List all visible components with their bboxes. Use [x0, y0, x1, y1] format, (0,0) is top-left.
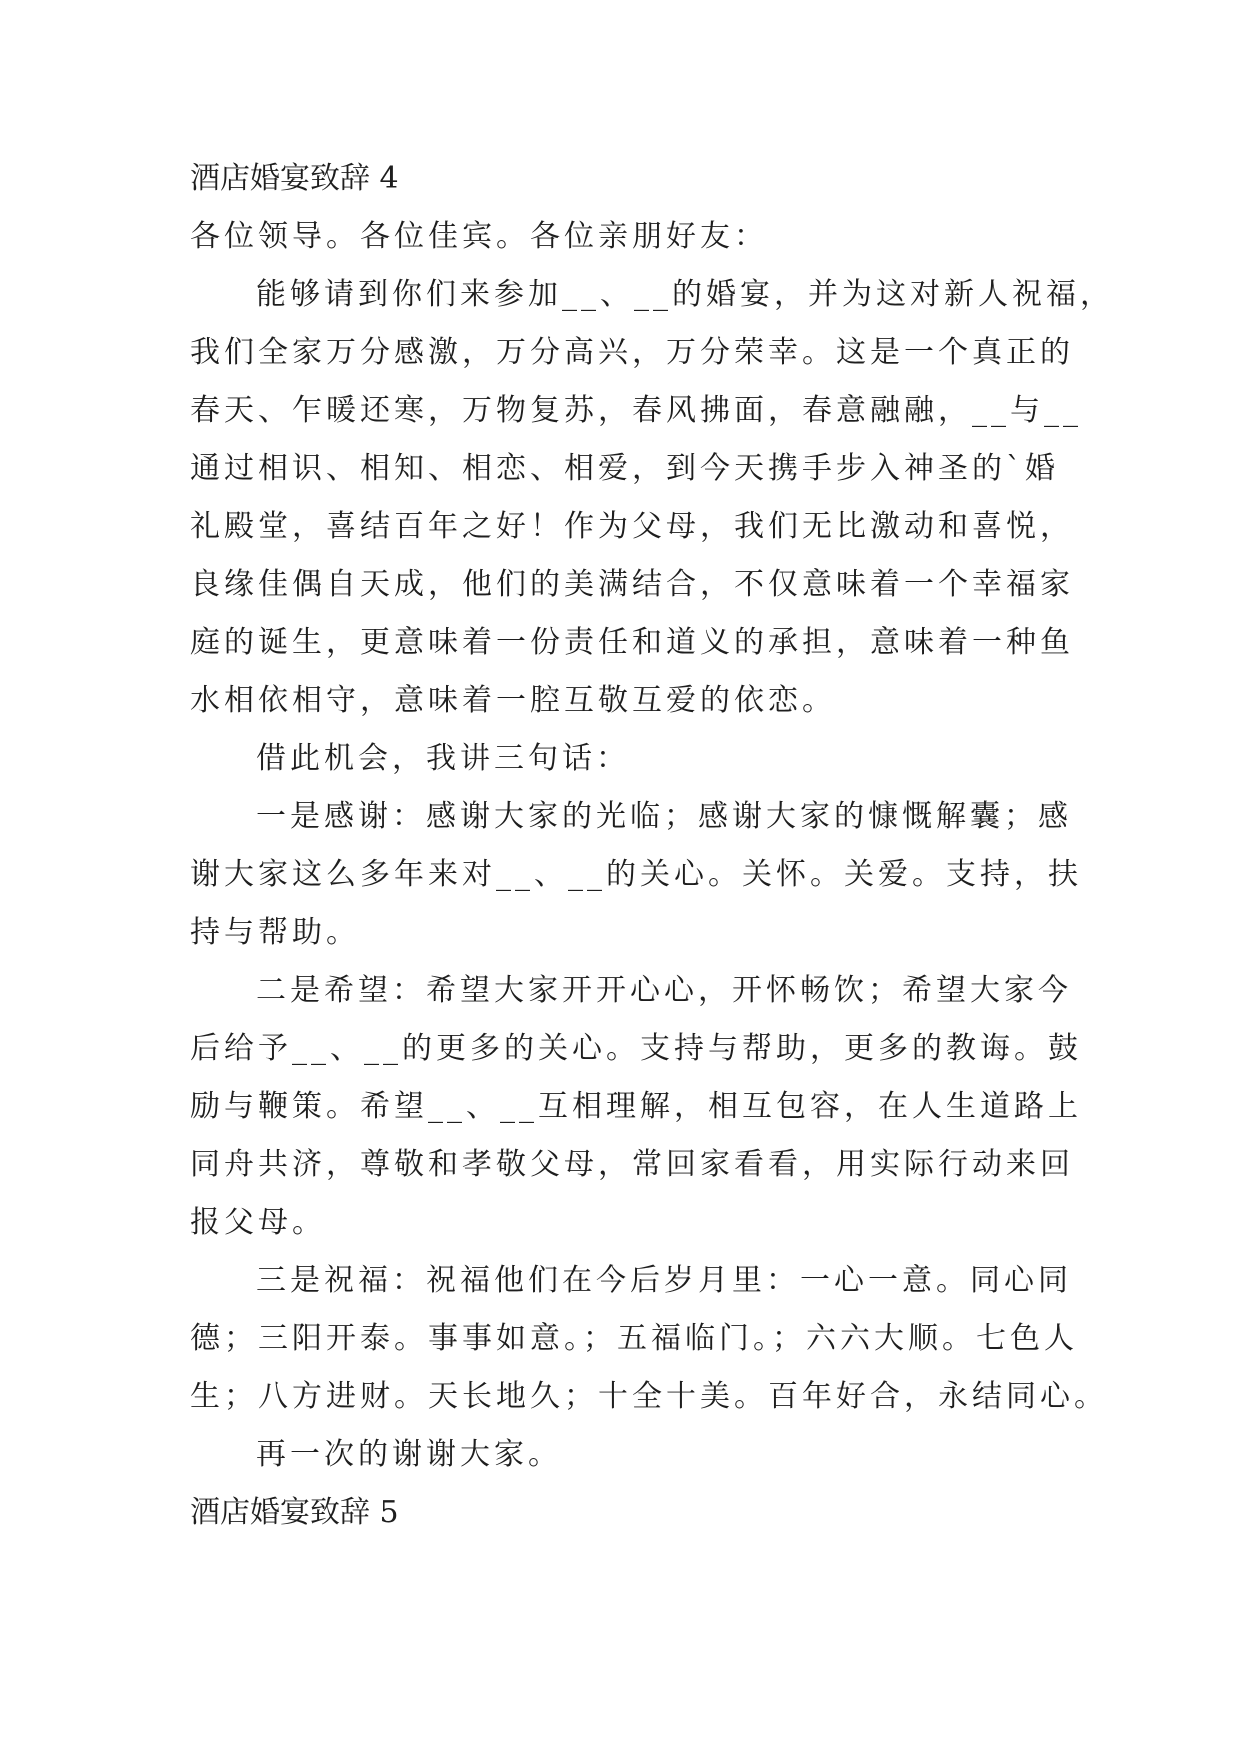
paragraph-line: 报父母。 [190, 1205, 326, 1240]
paragraph-line: 水相依相守，意味着一腔互敬互爱的依恋。 [190, 683, 836, 718]
paragraph-line: 励与鞭策。希望__、__互相理解，相互包容，在人生道路上 [190, 1089, 1082, 1124]
paragraph-line: 良缘佳偶自天成，他们的美满结合，不仅意味着一个幸福家 [190, 567, 1074, 602]
paragraph-line: 同舟共济，尊敬和孝敬父母，常回家看看，用实际行动来回 [190, 1147, 1074, 1182]
paragraph-line: 后给予__、__的更多的关心。支持与帮助，更多的教诲。鼓 [190, 1031, 1082, 1066]
paragraph-line: 庭的诞生，更意味着一份责任和道义的承担，意味着一种鱼 [190, 625, 1074, 660]
paragraph-line: 德；三阳开泰。事事如意。；五福临门。；六六大顺。七色人 [190, 1321, 1078, 1356]
paragraph-line: 生；八方进财。天长地久；十全十美。百年好合，永结同心。 [190, 1379, 1108, 1414]
document-body [190, 150, 1114, 1542]
paragraph-line: 一是感谢：感谢大家的光临；感谢大家的慷慨解囊；感 [256, 799, 1072, 834]
paragraph-line: 春天、乍暖还寒，万物复苏，春风拂面，春意融融，__与__ [190, 393, 1082, 428]
paragraph-line: 再一次的谢谢大家。 [256, 1437, 562, 1472]
paragraph-line: 持与帮助。 [190, 915, 360, 950]
salutation: 各位领导。各位佳宾。各位亲朋好友： [190, 219, 768, 254]
paragraph-line: 礼殿堂，喜结百年之好！作为父母，我们无比激动和喜悦， [190, 509, 1074, 544]
section-title: 酒店婚宴致辞 4 [190, 161, 399, 196]
paragraph-line: 二是希望：希望大家开开心心，开怀畅饮；希望大家今 [256, 973, 1072, 1008]
paragraph-line: 三是祝福：祝福他们在今后岁月里：一心一意。同心同 [256, 1263, 1072, 1298]
paragraph-line: 能够请到你们来参加__、__的婚宴，并为这对新人祝福， [256, 277, 1114, 312]
paragraph-line: 我们全家万分感激，万分高兴，万分荣幸。这是一个真正的 [190, 335, 1074, 370]
paragraph-line: 借此机会，我讲三句话： [256, 741, 630, 776]
paragraph-line: 通过相识、相知、相恋、相爱，到今天携手步入神圣的`婚 [190, 451, 1059, 486]
paragraph-line: 谢大家这么多年来对__、__的关心。关怀。关爱。支持，扶 [190, 857, 1082, 892]
section-title: 酒店婚宴致辞 5 [190, 1495, 399, 1530]
